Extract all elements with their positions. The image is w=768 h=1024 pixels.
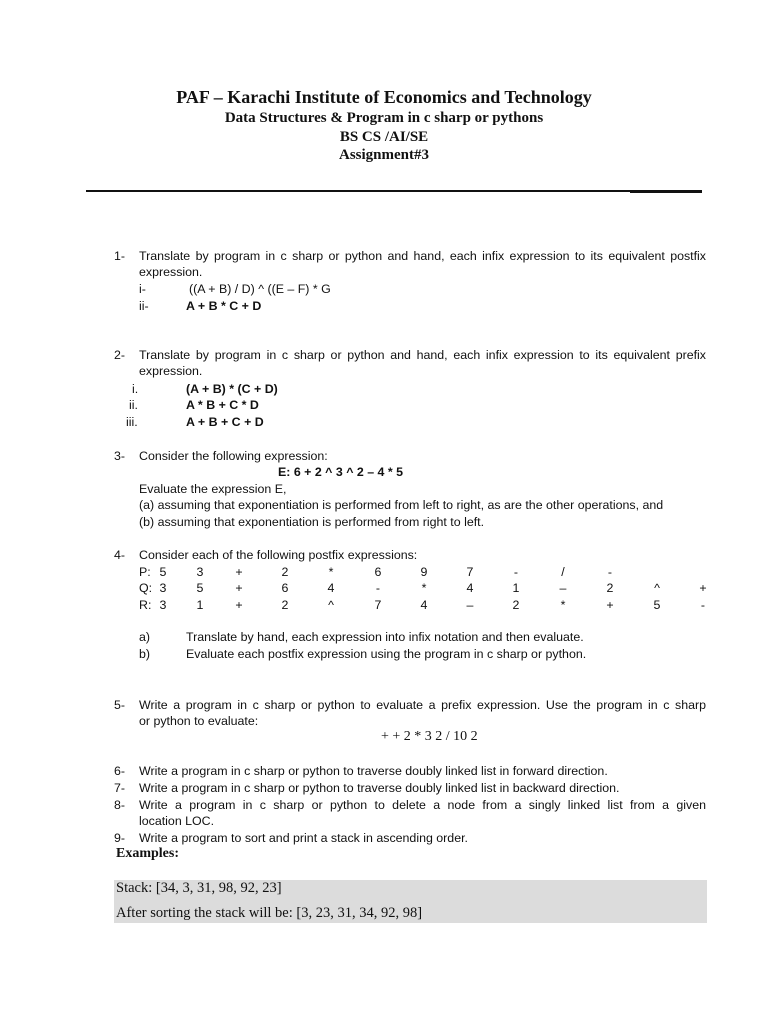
postfix-token: * <box>560 598 566 612</box>
postfix-token: 2 <box>606 581 614 595</box>
q2-text-cont: expression. <box>139 364 203 378</box>
postfix-row-label: R: <box>139 598 152 612</box>
q1-text-cont: expression. <box>139 265 203 279</box>
q6-number: 6- <box>114 764 126 778</box>
q4-number: 4- <box>114 548 126 562</box>
postfix-token: 2 <box>281 598 289 612</box>
q1-item-label: i- <box>139 282 146 296</box>
postfix-token: / <box>561 565 565 579</box>
q1-item-expr: ((A + B) / D) ^ ((E – F) * G <box>189 282 331 296</box>
q6-text: Write a program in c sharp or python to traverse doubly linked list in forward direction. <box>139 764 608 778</box>
postfix-token: ^ <box>328 598 334 612</box>
q1-item-expr: A + B * C + D <box>186 299 262 313</box>
assignment-title: Assignment#3 <box>338 147 429 163</box>
postfix-token: 6 <box>281 581 289 595</box>
q2-text: Translate by program in c sharp or python and hand, each infix expression to its equivalent prefix <box>139 348 706 362</box>
q5-text: Write a program in c sharp or python to evaluate a prefix expression. Use the program in c sharp <box>139 698 706 712</box>
q2-item-label: ii. <box>129 398 138 412</box>
q1-number: 1- <box>114 249 126 263</box>
q3-expression: E: 6 + 2 ^ 3 ^ 2 – 4 * 5 <box>278 465 404 479</box>
postfix-token: ^ <box>654 581 660 595</box>
q2-item-label: i. <box>132 382 139 396</box>
postfix-token: * <box>328 565 334 579</box>
q7-number: 7- <box>114 781 126 795</box>
q2-item-expr: A + B + C + D <box>186 415 264 429</box>
postfix-token: 2 <box>512 598 520 612</box>
postfix-token: – <box>466 598 474 612</box>
q8-text: Write a program in c sharp or python to delete a node from a singly linked list from a given <box>139 798 706 812</box>
q3-line: Evaluate the expression E, <box>139 482 287 496</box>
q4-text: Consider each of the following postfix expressions: <box>139 548 418 562</box>
q2-item-label: iii. <box>126 415 138 429</box>
postfix-row-label: Q: <box>139 581 153 595</box>
postfix-token: 7 <box>374 598 382 612</box>
postfix-token: 1 <box>512 581 520 595</box>
postfix-token: 5 <box>159 565 167 579</box>
postfix-token: 2 <box>281 565 289 579</box>
postfix-token: + <box>235 598 243 612</box>
q3-text: Consider the following expression: <box>139 449 328 463</box>
q1-item-label: ii- <box>139 299 149 313</box>
postfix-token: 6 <box>374 565 382 579</box>
postfix-token: 3 <box>159 581 167 595</box>
q4-part-text: Translate by hand, each expression into infix notation and then evaluate. <box>186 630 584 644</box>
q9-text: Write a program to sort and print a stack in ascending order. <box>139 831 468 845</box>
q3-line: (b) assuming that exponentiation is performed from right to left. <box>139 515 485 529</box>
postfix-token: - <box>513 565 519 579</box>
examples-heading: Examples: <box>116 846 179 861</box>
postfix-token: – <box>559 581 567 595</box>
q8-number: 8- <box>114 798 126 812</box>
q2-item-expr: A * B + C * D <box>186 398 259 412</box>
example-line: Stack: [34, 3, 31, 98, 92, 23] <box>116 880 282 896</box>
header-divider <box>86 190 702 192</box>
q7-text: Write a program in c sharp or python to traverse doubly linked list in backward direction. <box>139 781 620 795</box>
postfix-token: 4 <box>327 581 335 595</box>
q4-part-label: a) <box>139 630 151 644</box>
course-title: Data Structures & Program in c sharp or pythons <box>224 110 544 126</box>
q4-part-label: b) <box>139 647 151 661</box>
q5-number: 5- <box>114 698 126 712</box>
example-line: After sorting the stack will be: [3, 23, 31, 34, 92, 98] <box>116 905 423 921</box>
q8-text-cont: location LOC. <box>139 814 215 828</box>
postfix-token: * <box>421 581 427 595</box>
q9-number: 9- <box>114 831 126 845</box>
postfix-token: 5 <box>653 598 661 612</box>
postfix-token: 3 <box>196 565 204 579</box>
postfix-row-label: P: <box>139 565 151 579</box>
postfix-token: + <box>699 581 707 595</box>
program-title: BS CS /AI/SE <box>339 129 429 145</box>
q5-expression: + + 2 * 3 2 / 10 2 <box>381 729 478 744</box>
postfix-token: - <box>375 581 381 595</box>
q2-number: 2- <box>114 348 126 362</box>
institute-title: PAF – Karachi Institute of Economics and Technology <box>176 87 592 107</box>
postfix-token: 4 <box>420 598 428 612</box>
postfix-token: 7 <box>466 565 474 579</box>
q4-part-text: Evaluate each postfix expression using the program in c sharp or python. <box>186 647 587 661</box>
postfix-token: 1 <box>196 598 204 612</box>
q3-number: 3- <box>114 449 126 463</box>
q5-text-cont: or python to evaluate: <box>139 714 259 728</box>
q3-line: (a) assuming that exponentiation is performed from left to right, as are the other operations, and <box>139 498 664 512</box>
q2-item-expr: (A + B) * (C + D) <box>186 382 278 396</box>
postfix-token: 4 <box>466 581 474 595</box>
postfix-token: 5 <box>196 581 204 595</box>
postfix-token: - <box>700 598 706 612</box>
q1-text: Translate by program in c sharp or python and hand, each infix expression to its equivalent postfix <box>139 249 706 263</box>
postfix-token: + <box>235 565 243 579</box>
header-divider-underline <box>630 192 702 193</box>
postfix-token: - <box>607 565 613 579</box>
postfix-token: + <box>606 598 614 612</box>
postfix-token: + <box>235 581 243 595</box>
postfix-token: 9 <box>420 565 428 579</box>
postfix-token: 3 <box>159 598 167 612</box>
